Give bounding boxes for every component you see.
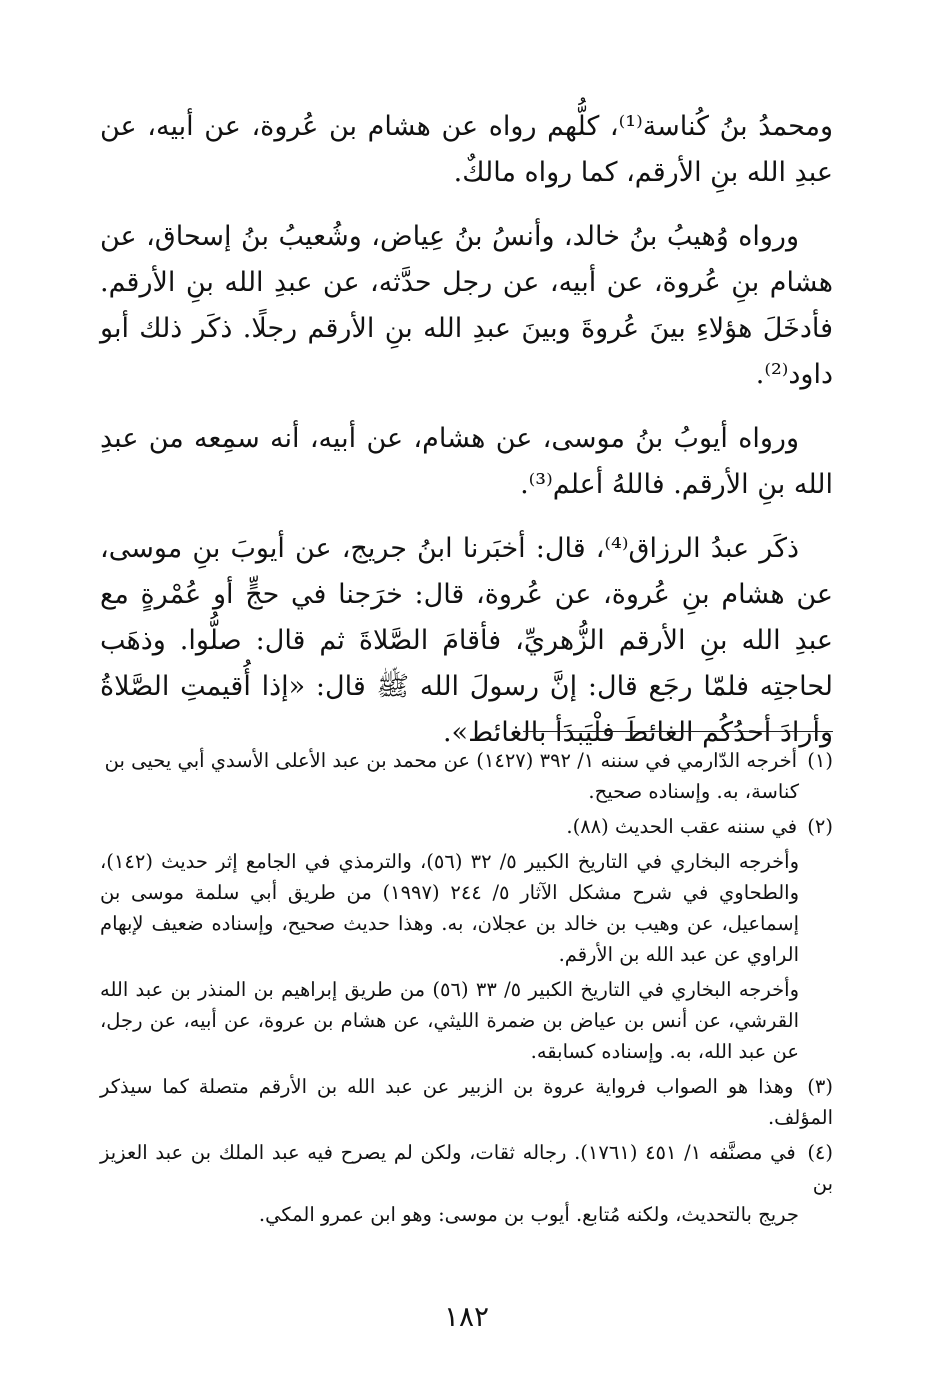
footnote-2-sub-1: وأخرجه البخاري في التاريخ الكبير ٥/ ٣٢ (٥٦)، والترمذي في الجامع إثر حديث (١٤٢)، والطحاوي في شرح مشكل الآثار ٥/ ٢٤٤ (١٩٩٧) من طريق أبي سلمة موسى بن إسماعيل، عن وهيب بن خالد بن عجلان، به. وهذا حديث صحيح، وإسناده ضعيف لإبهام الراوي عن عبد الله بن الأرقم. [100, 850, 800, 966]
footnote-3-number: (٣) [807, 1075, 833, 1098]
footnote-divider [523, 731, 833, 732]
footnote-1-text: أخرجه الدّارمي في سننه ١/ ٣٩٢ (١٤٢٧) عن محمد بن عبد الأعلى الأسدي أبي يحيى بن [104, 749, 798, 772]
footnote-3-text: وهذا هو الصواب فرواية عروة بن الزبير عن عبد الله بن الأرقم متصلة كما سيذكر المؤلف. [100, 1075, 833, 1129]
footnote-2-number: (٢) [807, 815, 833, 838]
paragraph-4: ذكَر عبدُ الرزاق⁽⁴⁾، قال: أخبَرنا ابنُ جريج، عن أيوبَ بنِ موسى، عن هشام بنِ عُروة، عن عُروة، قال: خرَجنا في حجٍّ أو عُمْرةٍ مع عبدِ الله بنِ الأرقم الزُّهريِّ، فأقامَ الصَّلاةَ ثم قال: صلُّوا. وذهَب لحاجتِه فلمّا رجَع قال: إنَّ رسولَ الله ﷺ قال: «إذا أُقيمتِ الصَّلاةُ وأرادَ أحدُكُم الغائطَ فلْيَبدَأ بالغائط». [100, 533, 833, 748]
footnote-2 [100, 811, 833, 842]
page-number: ١٨٢ [443, 1300, 490, 1333]
footnote-1-continuation: كناسة، به. وإسناده صحيح. [588, 780, 799, 803]
footnote-4-number: (٤) [807, 1141, 834, 1164]
footnote-2-sub-2: وأخرجه البخاري في التاريخ الكبير ٥/ ٣٣ (٥٦) من طريق إبراهيم بن المنذر بن عبد الله القرشي، عن أنس بن عياض بن ضمرة الليثي، عن هشام بن عروة، عن أبيه، عن رجل، عن عبد الله، به. وإسناده كسابقه. [100, 978, 799, 1063]
footnote-4-continuation: جريج بالتحديث، ولكنه مُتابع. أيوب بن موسى: وهو ابن عمرو المكي. [258, 1203, 799, 1226]
footnote-1-number: (١) [807, 749, 833, 772]
footnote-1 [100, 745, 833, 807]
footnotes [100, 745, 833, 1234]
paragraph-3: ورواه أيوبُ بنُ موسى، عن هشام، عن أبيه، أنه سمِعه من عبدِ الله بنِ الأرقم. فاللهُ أعلم⁽³⁾. [100, 423, 833, 500]
footnote-4 [100, 1137, 833, 1230]
footnote-2-text: في سننه عقب الحديث (٨٨). [566, 815, 798, 838]
footnote-3 [100, 1071, 833, 1133]
paragraph-2: ورواه وُهيبُ بنُ خالد، وأنسُ بنُ عِياض، وشُعيبُ بنُ إسحاق، عن هشام بنِ عُروة، عن أبيه، عن رجل حدَّثه، عن عبدِ الله بنِ الأرقم. فأدخَلَ هؤلاءِ بينَ عُروةَ وبينَ عبدِ الله بنِ الأرقم رجلًا. ذكَر ذلك أبو داود⁽²⁾. [100, 221, 833, 390]
main-text [100, 104, 833, 774]
footnote-4-text: في مصنَّفه ١/ ٤٥١ (١٧٦١). رجاله ثقات، ولكن لم يصرح فيه عبد الملك بن عبد العزيز بن [100, 1141, 833, 1195]
paragraph-1: ومحمدُ بنُ كُناسة⁽¹⁾، كلُّهم رواه عن هشام بن عُروة، عن أبيه، عن عبدِ الله بنِ الأرقم، كما رواه مالكٌ. [100, 111, 834, 188]
